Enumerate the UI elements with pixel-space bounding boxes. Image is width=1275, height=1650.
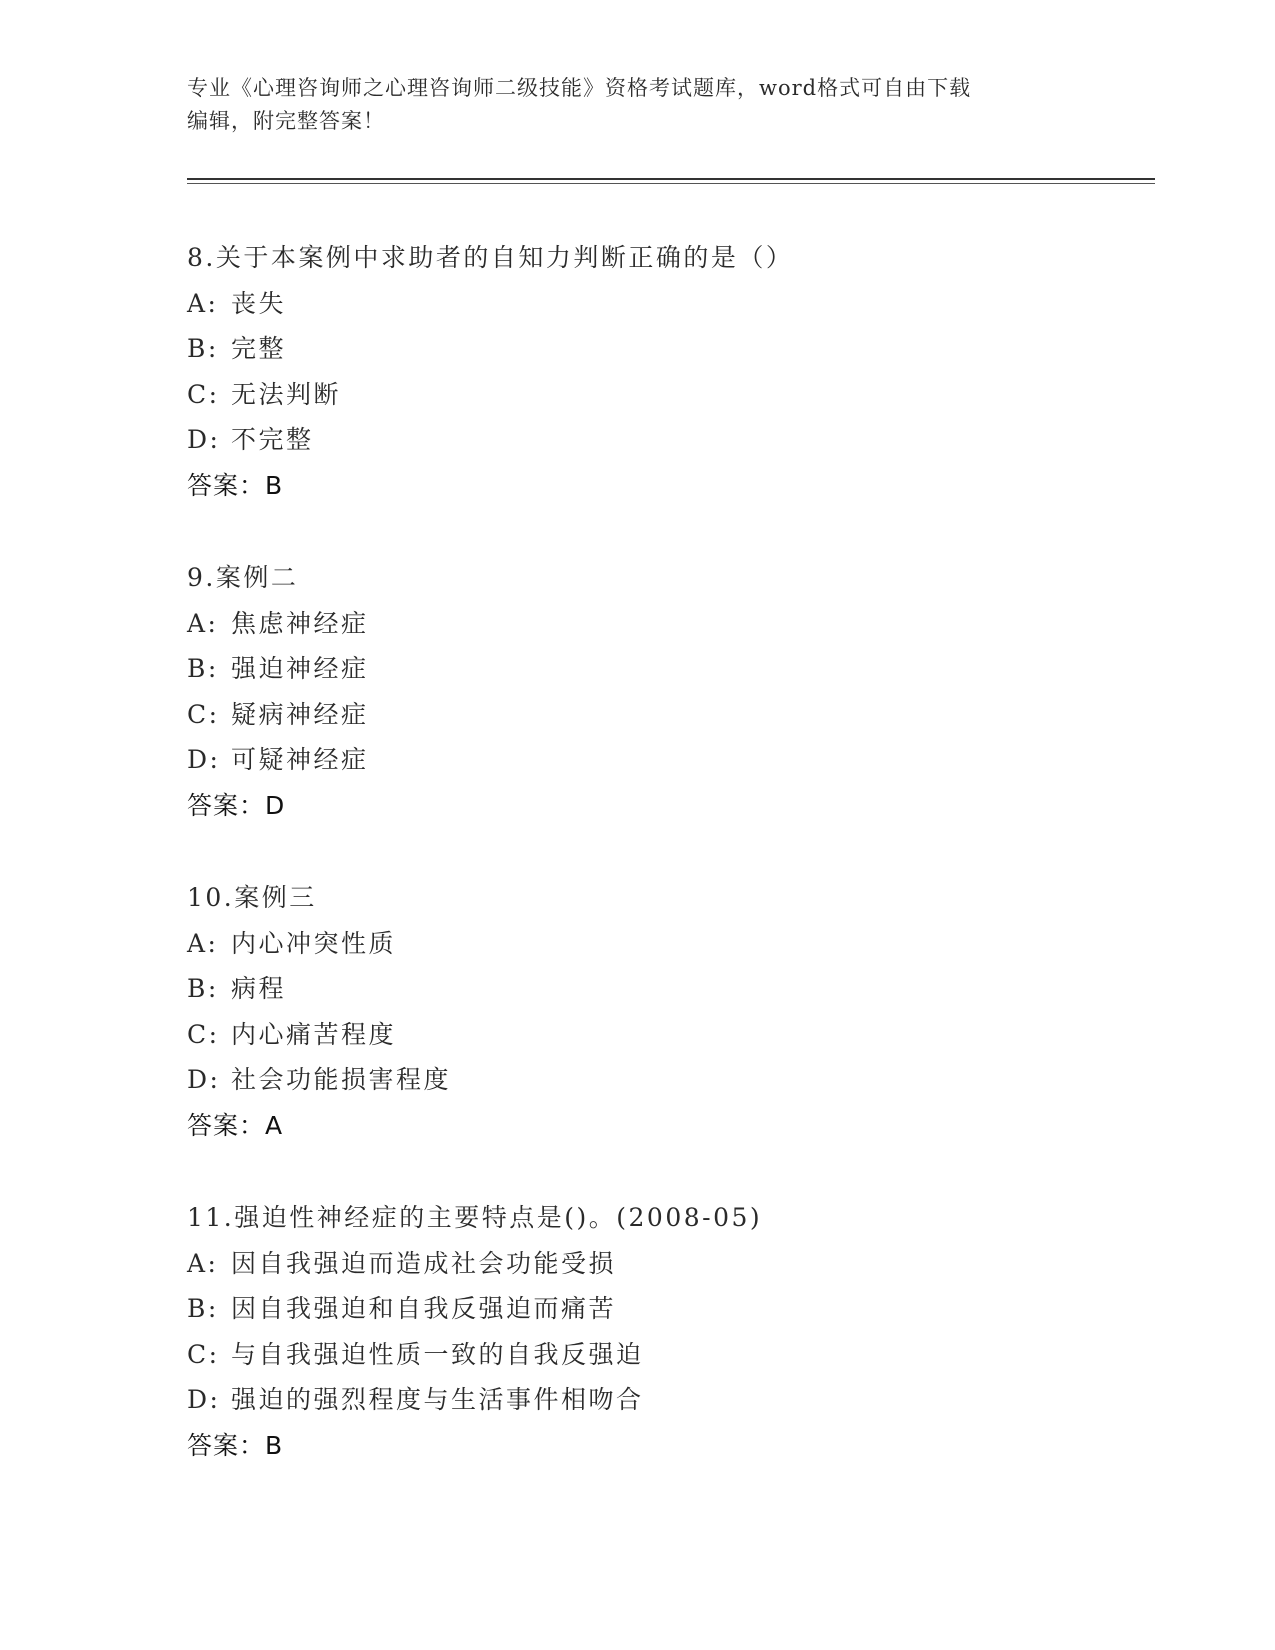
header-divider-thick (187, 178, 1155, 180)
header-divider-thin (187, 183, 1155, 184)
option-a (187, 921, 1137, 967)
option-text: 强迫神经症 (231, 654, 369, 683)
option-c (187, 1012, 1137, 1058)
header-line-2: 编辑，附完整答案！ (187, 109, 385, 133)
question-stem: 10.案例三 (187, 883, 317, 912)
option-letter: B: (187, 1294, 219, 1323)
option-letter: A: (187, 1248, 219, 1278)
header-line-1: 专业《心理咨询师之心理咨询师二级技能》资格考试题库，word格式可自由下载 (187, 76, 972, 100)
option-letter: B: (187, 334, 219, 363)
option-d (187, 417, 1137, 463)
option-text: 完整 (231, 334, 287, 363)
option-letter: C: (187, 699, 220, 729)
option-letter: B: (187, 654, 219, 683)
option-a (187, 1241, 1137, 1287)
option-letter: C: (187, 1019, 220, 1049)
option-a (187, 601, 1137, 647)
option-letter: A: (187, 288, 219, 318)
option-text: 不完整 (231, 425, 314, 454)
question-9 (187, 555, 1137, 828)
option-text: 无法判断 (231, 379, 342, 409)
option-b (187, 1286, 1137, 1332)
option-text: 因自我强迫而造成社会功能受损 (231, 1248, 617, 1278)
question-10 (187, 875, 1137, 1148)
option-d (187, 737, 1137, 783)
option-text: 可疑神经症 (231, 745, 369, 774)
option-c (187, 1332, 1137, 1378)
option-letter: A: (187, 928, 219, 958)
option-d (187, 1377, 1137, 1423)
answer-line (187, 783, 1137, 829)
question-8 (187, 235, 1137, 508)
option-text: 因自我强迫和自我反强迫而痛苦 (231, 1294, 617, 1323)
answer-label: 答案： (187, 790, 266, 820)
question-stem: 8.关于本案例中求助者的自知力判断正确的是（） (187, 243, 794, 272)
option-letter: D: (187, 745, 221, 774)
option-a (187, 281, 1137, 327)
answer-label: 答案： (187, 470, 266, 500)
option-text: 内心痛苦程度 (231, 1019, 397, 1049)
option-d (187, 1057, 1137, 1103)
option-letter: A: (187, 608, 219, 638)
question-list (187, 235, 1137, 1515)
answer-label: 答案： (187, 1430, 266, 1460)
option-b (187, 966, 1137, 1012)
question-stem: 9.案例二 (187, 563, 299, 592)
option-letter: C: (187, 1339, 220, 1369)
option-text: 疑病神经症 (231, 699, 369, 729)
option-text: 社会功能损害程度 (231, 1065, 452, 1094)
question-stem: 11.强迫性神经症的主要特点是()。(2008-05) (187, 1203, 763, 1232)
option-text: 与自我强迫性质一致的自我反强迫 (231, 1339, 644, 1369)
document-header (187, 72, 1087, 138)
answer-value: A (265, 1110, 284, 1140)
option-text: 病程 (231, 974, 287, 1003)
answer-value: B (265, 1430, 284, 1460)
option-letter: C: (187, 379, 220, 409)
option-letter: D: (187, 1065, 221, 1094)
option-text: 内心冲突性质 (231, 928, 397, 958)
option-c (187, 692, 1137, 738)
answer-label: 答案： (187, 1110, 266, 1140)
option-b (187, 646, 1137, 692)
answer-line (187, 1423, 1137, 1469)
question-11 (187, 1195, 1137, 1468)
answer-line (187, 463, 1137, 509)
option-text: 焦虑神经症 (231, 608, 369, 638)
option-b (187, 326, 1137, 372)
option-c (187, 372, 1137, 418)
answer-value: D (265, 790, 286, 820)
answer-line (187, 1103, 1137, 1149)
option-text: 丧失 (231, 288, 287, 318)
answer-value: B (265, 470, 284, 500)
option-letter: D: (187, 1385, 221, 1414)
option-text: 强迫的强烈程度与生活事件相吻合 (231, 1385, 644, 1414)
option-letter: D: (187, 425, 221, 454)
option-letter: B: (187, 974, 219, 1003)
